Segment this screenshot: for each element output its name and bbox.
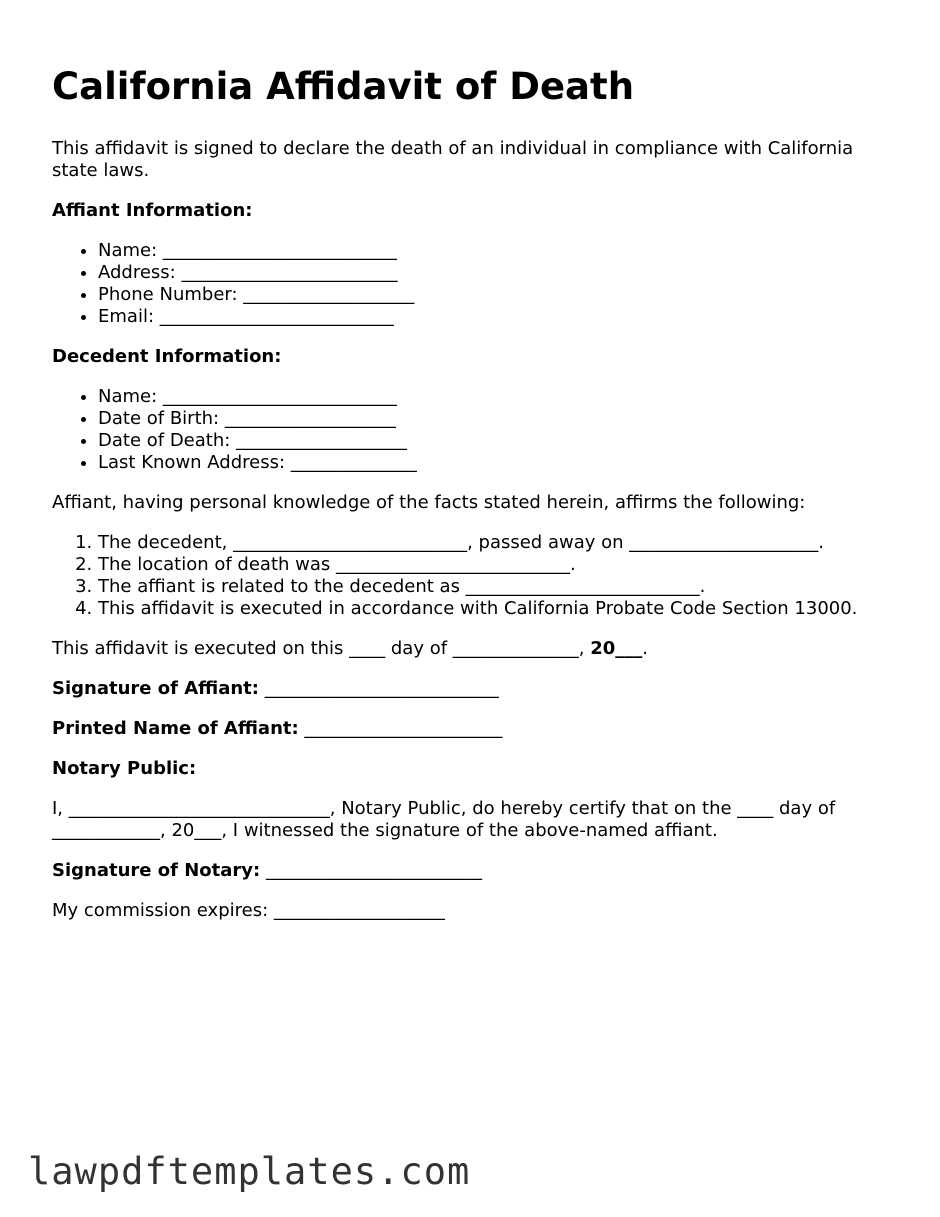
execution-period: . bbox=[642, 638, 649, 659]
affiant-heading: Affiant Information: bbox=[52, 200, 253, 221]
affiant-signature-line bbox=[52, 678, 892, 700]
affirmation-list bbox=[52, 532, 892, 620]
affirmation-item: 3. The affiant is related to the decedent as __________________________. bbox=[98, 576, 892, 598]
execution-date-line bbox=[52, 638, 892, 660]
commission-expires-line: My commission expires: ___________________ bbox=[52, 900, 445, 921]
execution-text: This affidavit is executed on this ____ day of ______________, bbox=[52, 638, 591, 659]
notary-statement: I, _____________________________, Notary Public, do hereby certify that on the ____ day of ____________, 20___, I witnessed the signature of the above-named affiant. bbox=[52, 798, 836, 841]
decedent-address-field: • Last Known Address: ______________ bbox=[98, 452, 892, 474]
affiant-fields-list bbox=[52, 240, 892, 328]
affiant-address-field: • Address: ________________________ bbox=[98, 262, 892, 284]
intro-paragraph: This affidavit is signed to declare the death of an individual in compliance with California state laws. bbox=[52, 138, 854, 181]
affirmation-item: 4. This affidavit is executed in accordance with California Probate Code Section 13000. bbox=[98, 598, 892, 620]
decedent-fields-list bbox=[52, 386, 892, 474]
decedent-birth-date-field: • Date of Birth: ___________________ bbox=[98, 408, 892, 430]
decedent-name-field: • Name: __________________________ bbox=[98, 386, 892, 408]
affirmation-item: 1. The decedent, __________________________, passed away on _____________________. bbox=[98, 532, 892, 554]
notary-signature-blank: ________________________ bbox=[260, 860, 482, 881]
affirmation-intro: Affiant, having personal knowledge of the facts stated herein, affirms the following: bbox=[52, 492, 806, 513]
printed-name-blank: ______________________ bbox=[298, 718, 503, 739]
page-title: California Affidavit of Death bbox=[52, 65, 635, 108]
affiant-name-field: • Name: __________________________ bbox=[98, 240, 892, 262]
notary-signature-label: Signature of Notary: bbox=[52, 860, 261, 881]
printed-name-line bbox=[52, 718, 892, 740]
decedent-heading: Decedent Information: bbox=[52, 346, 282, 367]
notary-signature-line bbox=[52, 860, 892, 882]
affirmation-item: 2. The location of death was __________________________. bbox=[98, 554, 892, 576]
affiant-email-field: • Email: __________________________ bbox=[98, 306, 892, 328]
execution-year: 20___ bbox=[590, 638, 643, 659]
document-page bbox=[52, 62, 892, 940]
watermark-text: lawpdftemplates.com bbox=[28, 1150, 471, 1193]
affiant-signature-blank: __________________________ bbox=[258, 678, 499, 699]
decedent-death-date-field: • Date of Death: ___________________ bbox=[98, 430, 892, 452]
printed-name-label: Printed Name of Affiant: bbox=[52, 718, 299, 739]
notary-heading: Notary Public: bbox=[52, 758, 197, 779]
affiant-signature-label: Signature of Affiant: bbox=[52, 678, 259, 699]
affiant-phone-field: • Phone Number: ___________________ bbox=[98, 284, 892, 306]
